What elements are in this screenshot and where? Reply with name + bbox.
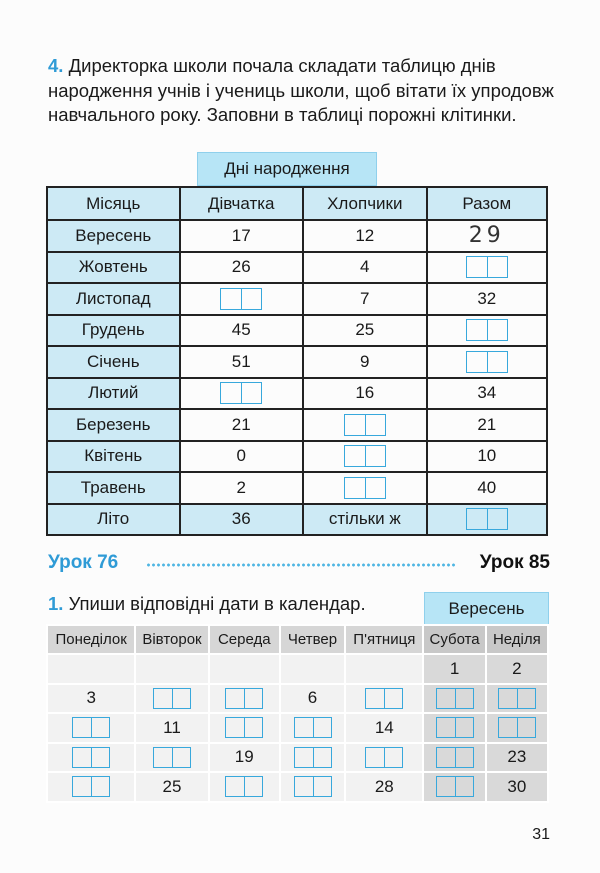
day-header: Понеділок [47, 625, 135, 654]
cell-total: 21 [427, 409, 547, 441]
date-answer-box[interactable] [498, 717, 536, 738]
calendar-day-cell[interactable] [280, 713, 345, 743]
calendar-day-cell[interactable] [280, 772, 345, 802]
date-answer-box[interactable] [294, 747, 332, 768]
birthday-table-caption: Дні народження [197, 152, 377, 186]
table-row [47, 315, 547, 347]
cell-girls[interactable] [180, 378, 304, 410]
table-row [47, 283, 547, 315]
answer-box[interactable] [466, 256, 508, 278]
task-1-instruction: Упиши відповідні дати в календар. [68, 593, 366, 614]
cell-total[interactable] [427, 252, 547, 284]
calendar-day-cell[interactable] [209, 684, 280, 714]
calendar-week-row [47, 654, 548, 684]
table-row [47, 472, 547, 504]
date-answer-box[interactable] [153, 747, 191, 768]
calendar-week-row [47, 713, 548, 743]
date-answer-box[interactable] [365, 688, 403, 709]
task-4-number: 4. [48, 55, 64, 76]
calendar-day-cell[interactable] [135, 684, 208, 714]
calendar-day-cell [135, 654, 208, 684]
calendar-day-cell[interactable] [209, 713, 280, 743]
birthday-table-body [47, 220, 547, 535]
table-row [47, 504, 547, 536]
answer-box[interactable] [220, 288, 262, 310]
calendar-month-tab: Вересень [424, 592, 549, 625]
cell-boys: 12 [303, 220, 427, 252]
calendar-day-cell[interactable] [47, 772, 135, 802]
cell-month: Вересень [47, 220, 180, 252]
header-month: Місяць [47, 187, 180, 220]
cell-total: 40 [427, 472, 547, 504]
cell-month: Квітень [47, 441, 180, 473]
cell-month: Жовтень [47, 252, 180, 284]
page-number: 31 [532, 826, 550, 843]
calendar-day-cell[interactable] [135, 743, 208, 773]
cell-month: Травень [47, 472, 180, 504]
cell-girls: 0 [180, 441, 304, 473]
cell-girls: 26 [180, 252, 304, 284]
cell-boys[interactable] [303, 472, 427, 504]
day-header: Вівторок [135, 625, 208, 654]
cell-boys: 9 [303, 346, 427, 378]
calendar-day-cell: 30 [486, 772, 548, 802]
date-answer-box[interactable] [436, 688, 474, 709]
cell-boys[interactable] [303, 441, 427, 473]
cell-boys: стільки ж [303, 504, 427, 536]
header-total: Разом [427, 187, 547, 220]
calendar-day-cell [345, 654, 423, 684]
calendar-day-cell[interactable] [280, 743, 345, 773]
cell-girls: 45 [180, 315, 304, 347]
answer-box[interactable] [344, 414, 386, 436]
calendar-day-cell[interactable] [486, 713, 548, 743]
calendar-body [47, 654, 548, 802]
calendar-day-cell[interactable] [423, 772, 485, 802]
task-1-number: 1. [48, 593, 64, 614]
answer-box[interactable] [220, 382, 262, 404]
calendar-day-cell[interactable] [345, 684, 423, 714]
header-girls: Дівчатка [180, 187, 304, 220]
calendar-day-cell: 19 [209, 743, 280, 773]
answer-box[interactable] [344, 445, 386, 467]
cell-total: 34 [427, 378, 547, 410]
date-answer-box[interactable] [365, 747, 403, 768]
day-header: Неділя [486, 625, 548, 654]
calendar-day-cell[interactable] [209, 772, 280, 802]
calendar-day-cell: 11 [135, 713, 208, 743]
calendar-day-cell: 2 [486, 654, 548, 684]
date-answer-box[interactable] [153, 688, 191, 709]
cell-girls: 17 [180, 220, 304, 252]
lesson-divider [146, 563, 456, 567]
cell-total[interactable] [427, 315, 547, 347]
cell-month: Літо [47, 504, 180, 536]
calendar-day-cell [280, 654, 345, 684]
cell-month: Березень [47, 409, 180, 441]
date-answer-box[interactable] [294, 776, 332, 797]
answer-box[interactable] [466, 351, 508, 373]
calendar-day-cell: 3 [47, 684, 135, 714]
cell-month: Листопад [47, 283, 180, 315]
day-header: Четвер [280, 625, 345, 654]
calendar-day-cell: 6 [280, 684, 345, 714]
date-answer-box[interactable] [436, 717, 474, 738]
calendar-day-cell[interactable] [47, 713, 135, 743]
calendar-day-cell[interactable] [423, 713, 485, 743]
calendar-day-cell [47, 654, 135, 684]
date-answer-box[interactable] [72, 717, 110, 738]
lesson-start-label: Урок 76 [48, 552, 119, 573]
date-answer-box[interactable] [225, 717, 263, 738]
calendar-day-cell[interactable] [423, 743, 485, 773]
table-row [47, 220, 547, 252]
calendar-day-cell[interactable] [345, 743, 423, 773]
day-header: Субота [423, 625, 485, 654]
calendar-table [46, 624, 549, 803]
calendar-day-cell: 14 [345, 713, 423, 743]
date-answer-box[interactable] [72, 776, 110, 797]
date-answer-box[interactable] [294, 717, 332, 738]
date-answer-box[interactable] [498, 688, 536, 709]
date-answer-box[interactable] [436, 776, 474, 797]
date-answer-box[interactable] [225, 688, 263, 709]
cell-month: Січень [47, 346, 180, 378]
cell-boys: 7 [303, 283, 427, 315]
cell-total: 10 [427, 441, 547, 473]
calendar-day-cell: 23 [486, 743, 548, 773]
calendar-day-cell[interactable] [423, 684, 485, 714]
cell-total: 32 [427, 283, 547, 315]
calendar-week-row [47, 772, 548, 802]
answer-box[interactable] [344, 477, 386, 499]
cell-girls: 36 [180, 504, 304, 536]
cell-boys[interactable] [303, 409, 427, 441]
calendar-day-cell: 1 [423, 654, 485, 684]
cell-total[interactable] [427, 346, 547, 378]
cell-boys: 25 [303, 315, 427, 347]
table-header-row [47, 187, 547, 220]
cell-month: Лютий [47, 378, 180, 410]
cell-girls: 21 [180, 409, 304, 441]
answer-box[interactable] [466, 508, 508, 530]
date-answer-box[interactable] [436, 747, 474, 768]
table-row [47, 346, 547, 378]
lesson-end-label: Урок 85 [479, 552, 550, 573]
birthday-table [46, 186, 548, 536]
calendar-day-cell [209, 654, 280, 684]
date-answer-box[interactable] [72, 747, 110, 768]
calendar-header-row [47, 625, 548, 654]
calendar-day-cell: 28 [345, 772, 423, 802]
date-answer-box[interactable] [225, 776, 263, 797]
cell-girls[interactable] [180, 283, 304, 315]
calendar-week-row [47, 743, 548, 773]
cell-month: Грудень [47, 315, 180, 347]
task-1-text [48, 593, 366, 615]
calendar-day-cell[interactable] [486, 684, 548, 714]
cell-boys: 4 [303, 252, 427, 284]
cell-total: 29 [427, 220, 547, 252]
task-4-instruction: Директорка школи почала складати таблицю днів народження учнів і учениць школи, щоб вітати їх упродовж навчального року. Заповни в таблиці порожні клітинки. [48, 55, 554, 125]
day-header: Середа [209, 625, 280, 654]
table-row [47, 409, 547, 441]
cell-girls: 51 [180, 346, 304, 378]
calendar-day-cell[interactable] [47, 743, 135, 773]
table-row [47, 441, 547, 473]
task-4-text [48, 54, 560, 128]
cell-boys: 16 [303, 378, 427, 410]
cell-total[interactable] [427, 504, 547, 536]
header-boys: Хлопчики [303, 187, 427, 220]
table-row [47, 252, 547, 284]
answer-box[interactable] [466, 319, 508, 341]
cell-girls: 2 [180, 472, 304, 504]
day-header: П'ятниця [345, 625, 423, 654]
table-row [47, 378, 547, 410]
calendar-day-cell: 25 [135, 772, 208, 802]
calendar-week-row [47, 684, 548, 714]
